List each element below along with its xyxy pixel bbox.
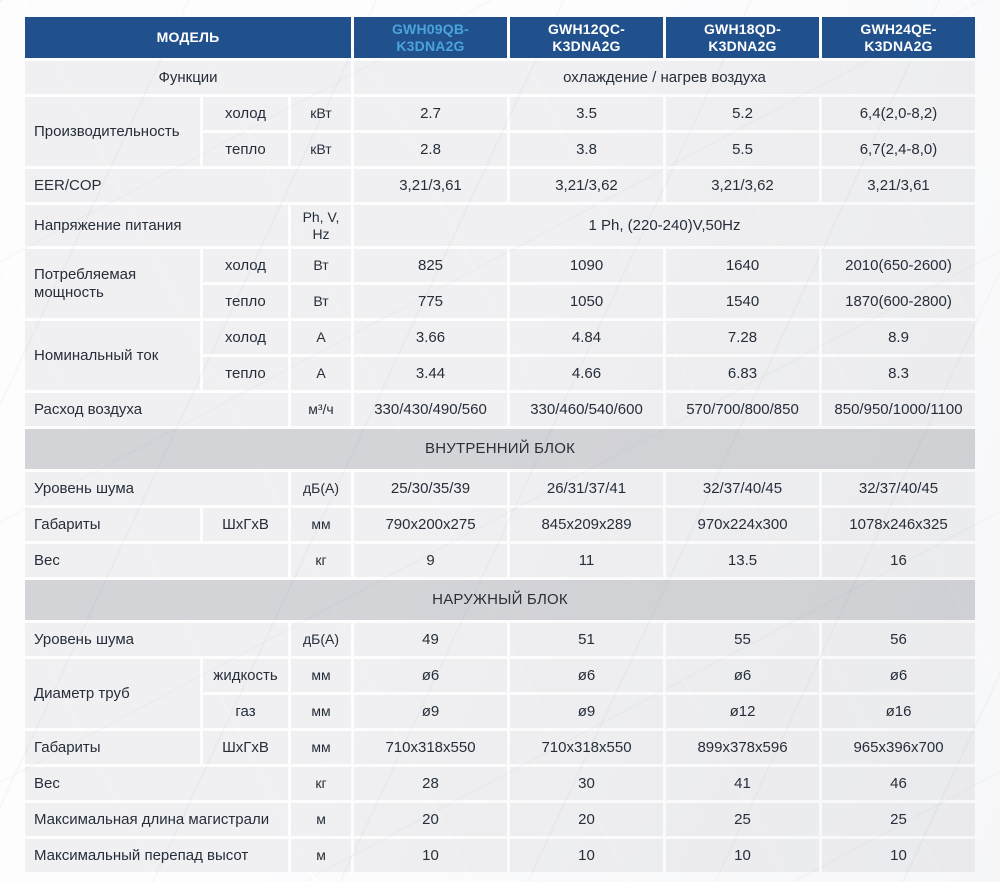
value-cell: 41: [666, 767, 819, 800]
row-sublabel: тепло: [203, 133, 288, 166]
row-label: Производительность: [25, 97, 200, 166]
value-cell: 10: [822, 839, 975, 872]
value-cell: 11: [510, 544, 663, 577]
value-cell: 5.5: [666, 133, 819, 166]
value-cell: 6,7(2,4-8,0): [822, 133, 975, 166]
value-cell: 1050: [510, 285, 663, 318]
table-row: [25, 321, 975, 354]
value-cell: ø6: [354, 659, 507, 692]
table-row: [25, 544, 975, 577]
table-row: [25, 839, 975, 872]
row-label: Максимальная длина магистрали: [25, 803, 288, 836]
unit-cell: м: [291, 803, 351, 836]
value-cell: 8.3: [822, 357, 975, 390]
value-cell: 13.5: [666, 544, 819, 577]
value-cell: ø16: [822, 695, 975, 728]
value-cell: 899x378x596: [666, 731, 819, 764]
value-cell: 1078x246x325: [822, 508, 975, 541]
value-cell: 3.44: [354, 357, 507, 390]
column-header-model: GWH18QD-K3DNA2G: [666, 17, 819, 58]
value-cell: 710x318x550: [510, 731, 663, 764]
value-cell: 49: [354, 623, 507, 656]
value-cell: 10: [666, 839, 819, 872]
table-row: [25, 659, 975, 692]
row-label: EER/COP: [25, 169, 351, 202]
row-label: Вес: [25, 767, 288, 800]
value-cell: ø9: [510, 695, 663, 728]
row-sublabel: ШхГхВ: [203, 731, 288, 764]
unit-cell: м³/ч: [291, 393, 351, 426]
value-cell: 790x200x275: [354, 508, 507, 541]
value-cell: 845x209x289: [510, 508, 663, 541]
value-cell: 5.2: [666, 97, 819, 130]
value-cell: 55: [666, 623, 819, 656]
row-sublabel: холод: [203, 97, 288, 130]
row-sublabel: холод: [203, 249, 288, 282]
row-label: Габариты: [25, 508, 200, 541]
value-cell: 25: [822, 803, 975, 836]
value-cell: 825: [354, 249, 507, 282]
value-cell: ø9: [354, 695, 507, 728]
value-cell: 570/700/800/850: [666, 393, 819, 426]
value-cell: 1 Ph, (220-240)V,50Hz: [354, 205, 975, 246]
row-sublabel: тепло: [203, 285, 288, 318]
table-row: [25, 393, 975, 426]
table-header: [25, 17, 975, 58]
table-row: [25, 508, 975, 541]
table-row: [25, 169, 975, 202]
table-row: [25, 249, 975, 282]
row-sublabel: тепло: [203, 357, 288, 390]
table-row: [25, 429, 975, 469]
value-cell: 330/460/540/600: [510, 393, 663, 426]
value-cell: 51: [510, 623, 663, 656]
table-row: [25, 205, 975, 246]
unit-cell: А: [291, 357, 351, 390]
unit-cell: Вт: [291, 249, 351, 282]
value-cell: 2.8: [354, 133, 507, 166]
value-cell: ø6: [510, 659, 663, 692]
unit-cell: Ph, V, Hz: [291, 205, 351, 246]
value-cell: 965x396x700: [822, 731, 975, 764]
value-cell: 32/37/40/45: [822, 472, 975, 505]
unit-cell: А: [291, 321, 351, 354]
value-cell: 8.9: [822, 321, 975, 354]
row-label: Уровень шума: [25, 623, 288, 656]
row-label: Напряжение питания: [25, 205, 288, 246]
table-body: [25, 61, 975, 872]
value-cell: 10: [510, 839, 663, 872]
value-cell: 25: [666, 803, 819, 836]
value-cell: 9: [354, 544, 507, 577]
unit-cell: м: [291, 839, 351, 872]
row-sublabel: холод: [203, 321, 288, 354]
value-cell: 775: [354, 285, 507, 318]
unit-cell: Вт: [291, 285, 351, 318]
table-row: [25, 97, 975, 130]
unit-cell: кг: [291, 544, 351, 577]
table-row: [25, 61, 975, 94]
table-row: [25, 580, 975, 620]
value-cell: 2.7: [354, 97, 507, 130]
value-cell: 20: [510, 803, 663, 836]
row-label: Уровень шума: [25, 472, 288, 505]
value-cell: 1540: [666, 285, 819, 318]
value-cell: 20: [354, 803, 507, 836]
value-cell: 1090: [510, 249, 663, 282]
unit-cell: дБ(А): [291, 472, 351, 505]
value-cell: 25/30/35/39: [354, 472, 507, 505]
value-cell: 6.83: [666, 357, 819, 390]
row-label: Потребляемая мощность: [25, 249, 200, 318]
value-cell: 970x224x300: [666, 508, 819, 541]
value-cell: 3,21/3,62: [666, 169, 819, 202]
table-row: [25, 731, 975, 764]
value-cell: 3,21/3,62: [510, 169, 663, 202]
unit-cell: кг: [291, 767, 351, 800]
row-sublabel: газ: [203, 695, 288, 728]
value-cell: 3.5: [510, 97, 663, 130]
value-cell: 1870(600-2800): [822, 285, 975, 318]
value-cell: Функции: [25, 61, 351, 94]
row-label: Максимальный перепад высот: [25, 839, 288, 872]
model-row-label: МОДЕЛЬ: [25, 17, 351, 58]
value-cell: 6,4(2,0-8,2): [822, 97, 975, 130]
row-label: Диаметр труб: [25, 659, 200, 728]
value-cell: 330/430/490/560: [354, 393, 507, 426]
unit-cell: кВт: [291, 133, 351, 166]
value-cell: 3.8: [510, 133, 663, 166]
spec-table: [22, 14, 978, 875]
value-cell: 710x318x550: [354, 731, 507, 764]
column-header-model: GWH09QB-K3DNA2G: [354, 17, 507, 58]
value-cell: охлаждение / нагрев воздуха: [354, 61, 975, 94]
value-cell: 26/31/37/41: [510, 472, 663, 505]
table-row: [25, 623, 975, 656]
row-sublabel: ШхГхВ: [203, 508, 288, 541]
unit-cell: кВт: [291, 97, 351, 130]
row-label: Вес: [25, 544, 288, 577]
value-cell: ø6: [666, 659, 819, 692]
value-cell: 30: [510, 767, 663, 800]
column-header-model: GWH24QE-K3DNA2G: [822, 17, 975, 58]
value-cell: 850/950/1000/1100: [822, 393, 975, 426]
row-label: Габариты: [25, 731, 200, 764]
value-cell: 2010(650-2600): [822, 249, 975, 282]
value-cell: 28: [354, 767, 507, 800]
value-cell: 1640: [666, 249, 819, 282]
table-row: [25, 767, 975, 800]
value-cell: 56: [822, 623, 975, 656]
value-cell: ø12: [666, 695, 819, 728]
unit-cell: мм: [291, 695, 351, 728]
value-cell: 4.84: [510, 321, 663, 354]
value-cell: ø6: [822, 659, 975, 692]
unit-cell: мм: [291, 731, 351, 764]
row-label: Номинальный ток: [25, 321, 200, 390]
value-cell: 7.28: [666, 321, 819, 354]
value-cell: 32/37/40/45: [666, 472, 819, 505]
table-row: [25, 803, 975, 836]
section-header: НАРУЖНЫЙ БЛОК: [25, 580, 975, 620]
value-cell: 10: [354, 839, 507, 872]
value-cell: 3.66: [354, 321, 507, 354]
row-label: Расход воздуха: [25, 393, 288, 426]
row-sublabel: жидкость: [203, 659, 288, 692]
column-header-model: GWH12QC-K3DNA2G: [510, 17, 663, 58]
value-cell: 3,21/3,61: [354, 169, 507, 202]
value-cell: 46: [822, 767, 975, 800]
value-cell: 3,21/3,61: [822, 169, 975, 202]
section-header: ВНУТРЕННИЙ БЛОК: [25, 429, 975, 469]
table-row: [25, 472, 975, 505]
unit-cell: мм: [291, 659, 351, 692]
value-cell: 16: [822, 544, 975, 577]
unit-cell: мм: [291, 508, 351, 541]
value-cell: 4.66: [510, 357, 663, 390]
unit-cell: дБ(А): [291, 623, 351, 656]
